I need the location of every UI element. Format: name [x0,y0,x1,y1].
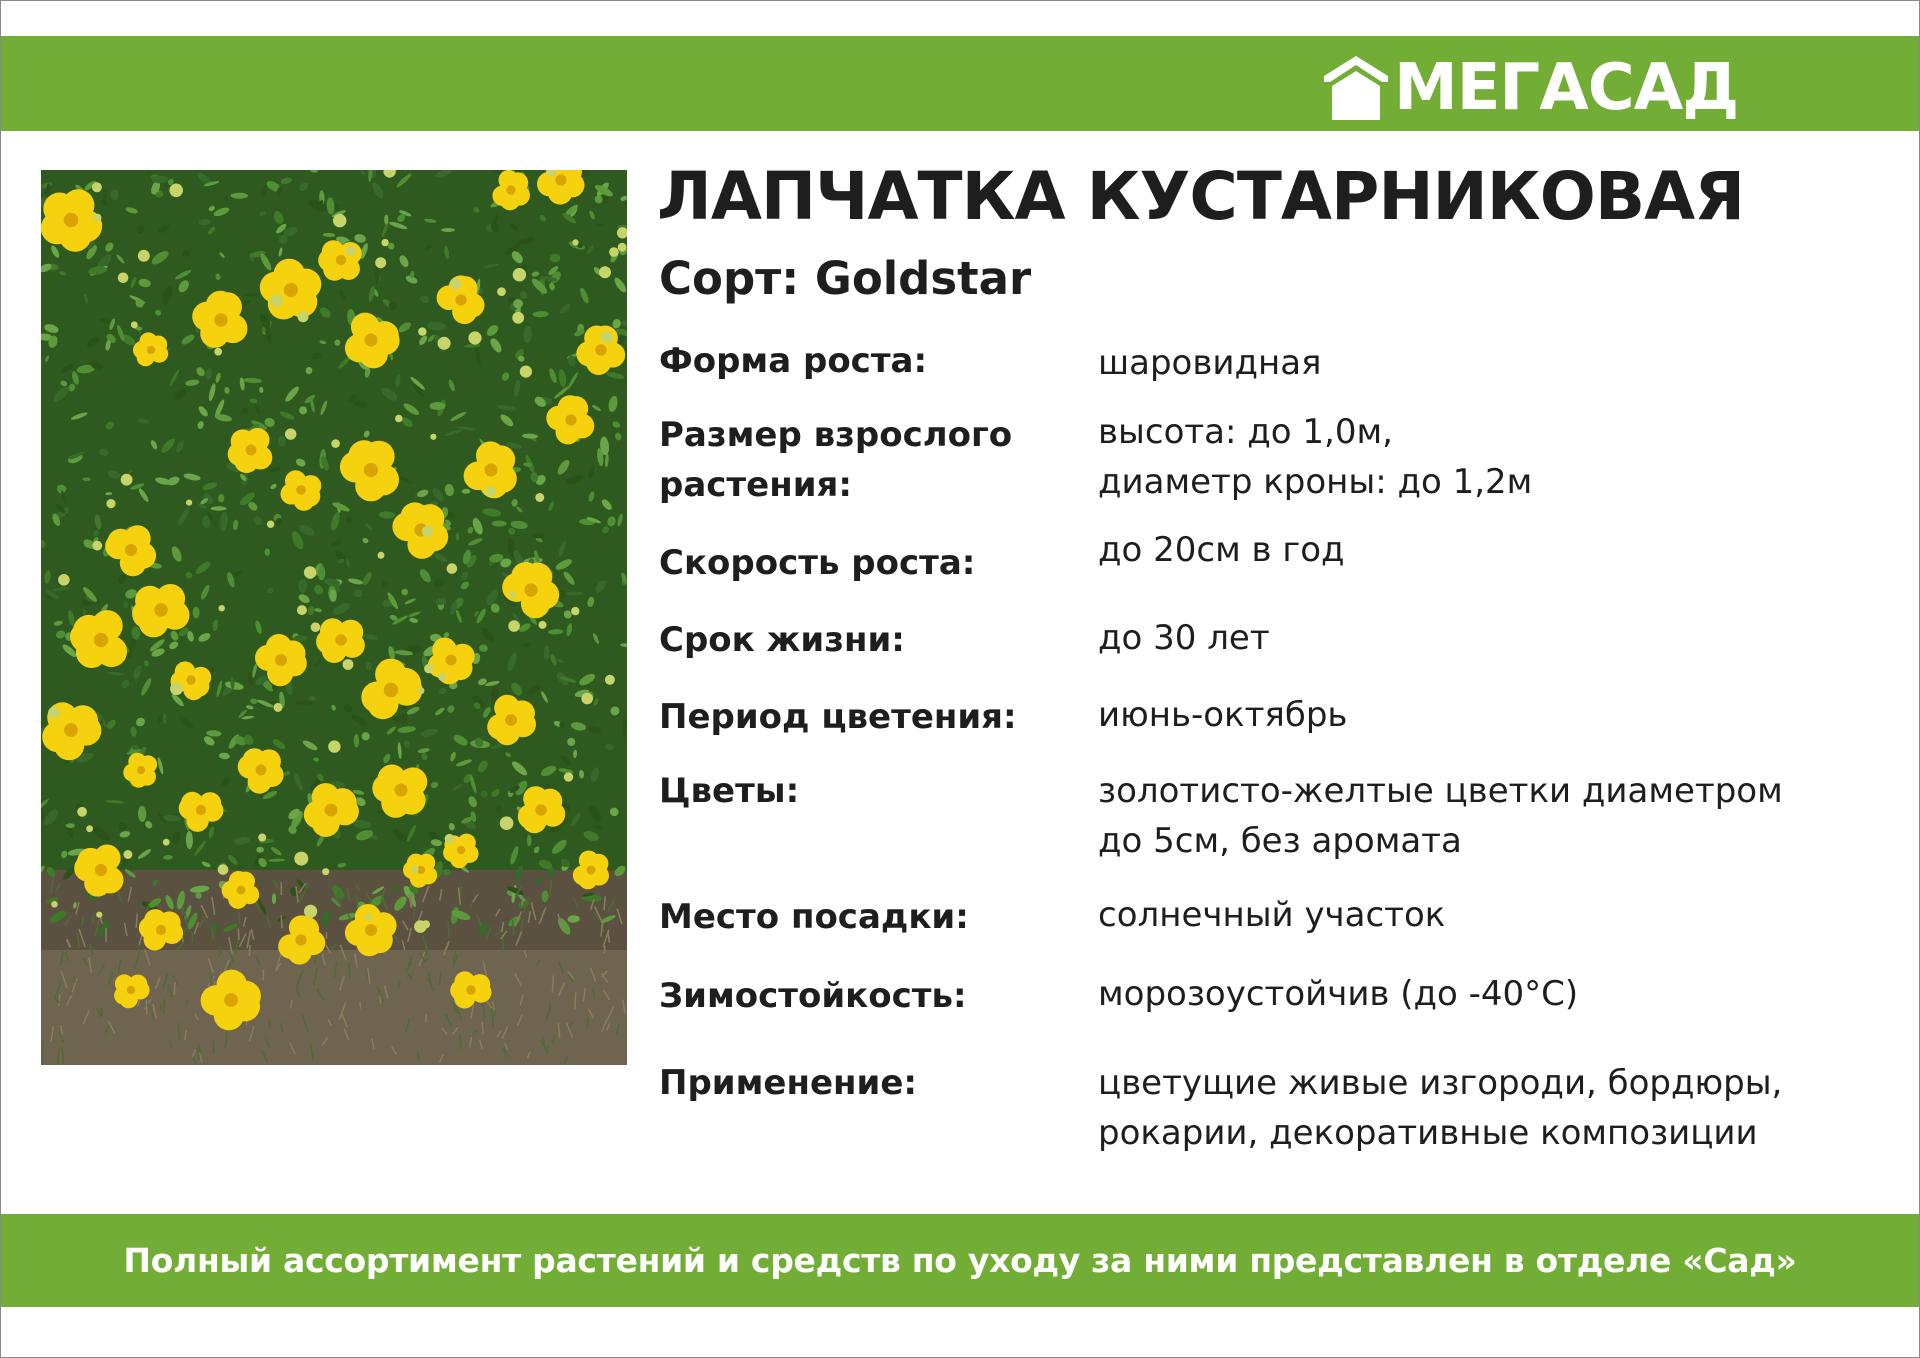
brand-logo [1322,46,1739,125]
spec-label: Форма роста: [659,341,928,381]
spec-label: Зимостойкость: [659,976,967,1016]
spec-label: Место посадки: [659,897,969,937]
spec-label: Срок жизни: [659,620,905,660]
footer-text: Полный ассортимент растений и средств по уходу за ними представлен в отделе «Сад» [123,1241,1797,1280]
spec-label: Скорость роста: [659,543,976,583]
spec-value: высота: до 1,0м, диаметр кроны: до 1,2м [1098,412,1533,502]
spec-value: до 20см в год [1098,530,1345,570]
spec-label: Размер взрослого растения: [659,415,1013,505]
house-icon [1322,54,1390,122]
spec-value: солнечный участок [1098,895,1446,935]
spec-value: цветущие живые изгороди, бордюры, рокарии, декоративные композиции [1098,1063,1783,1153]
spec-value: июнь-октябрь [1098,695,1348,735]
spec-label: Применение: [659,1063,917,1103]
spec-label: Период цветения: [659,697,1017,737]
spec-value: золотисто-желтые цветки диаметром до 5см, без аромата [1098,771,1783,861]
plant-photo [41,170,627,1065]
plant-variety: Сорт: Goldstar [659,252,1032,305]
spec-label: Цветы: [659,771,800,811]
spec-value: морозоустойчив (до -40°С) [1098,974,1579,1014]
footer-band [1,1214,1919,1307]
spec-value: шаровидная [1098,343,1322,383]
brand-logo-text: МЕГАСАД [1394,51,1739,125]
spec-value: до 30 лет [1098,618,1270,658]
plant-title: ЛАПЧАТКА КУСТАРНИКОВАЯ [657,158,1745,235]
